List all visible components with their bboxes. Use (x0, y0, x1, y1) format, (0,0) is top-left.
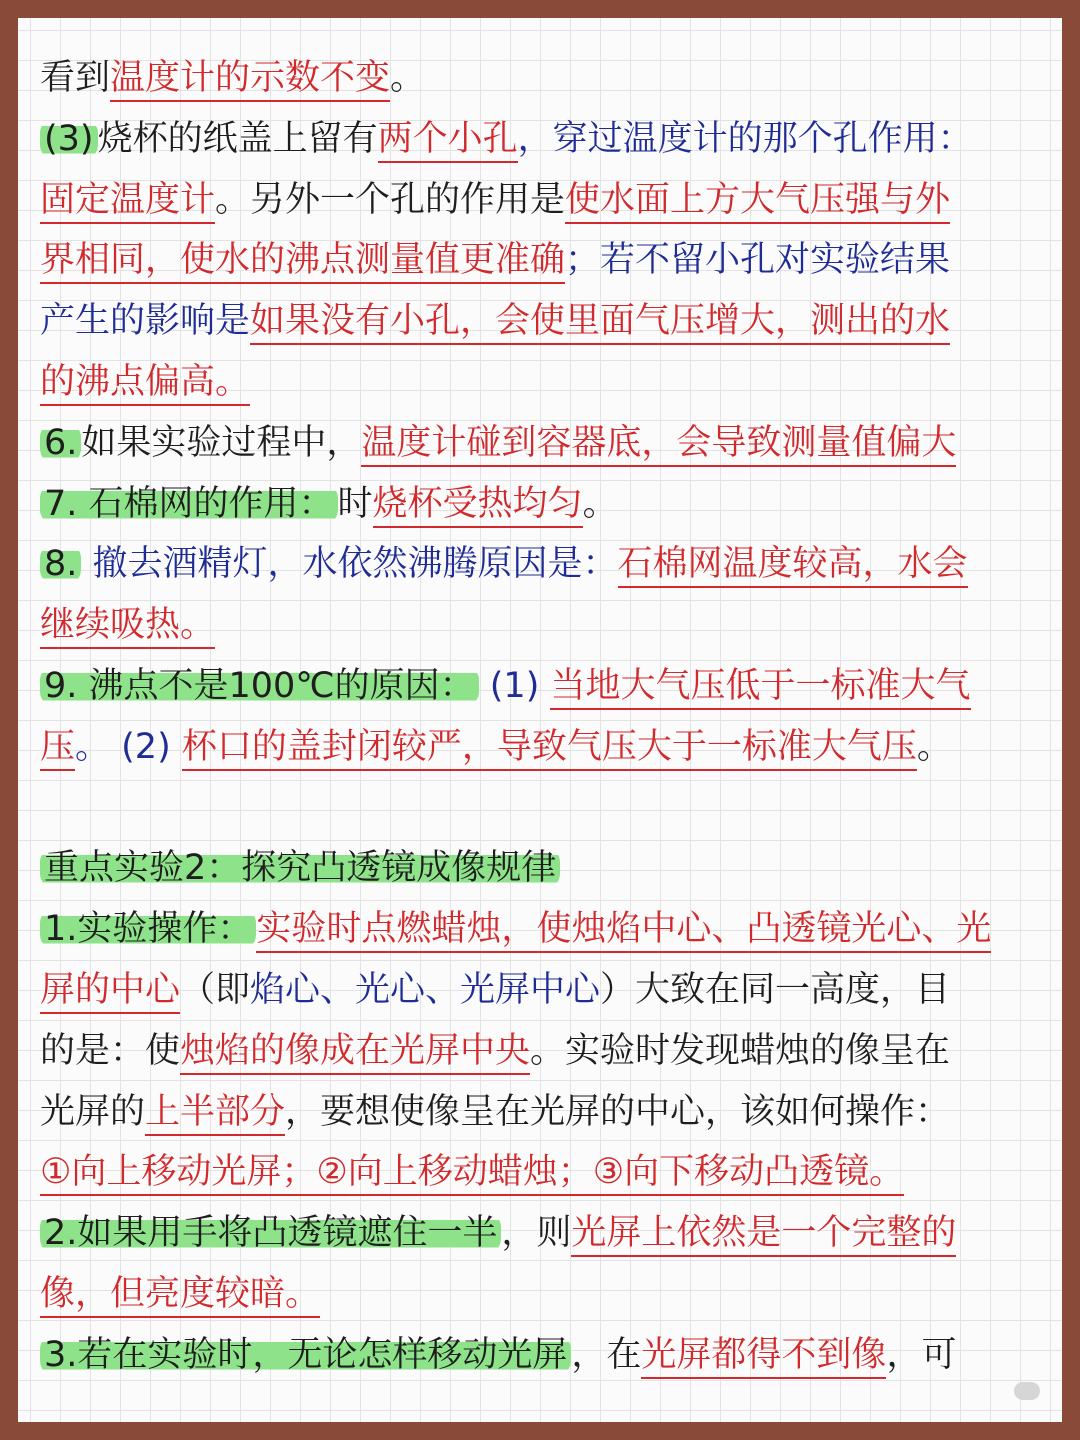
answer-text: 压 (40, 727, 75, 771)
note-text: ，要想使像呈在光屏的中心，该如何操作： (285, 1091, 951, 1132)
note-line (40, 474, 1040, 535)
highlighted-text: 7. 石棉网的作用： (40, 484, 338, 524)
note-line (40, 230, 1040, 291)
highlighted-text: 重点实验2：探究凸透镜成像规律 (40, 848, 560, 888)
highlighted-text: 3.若在实验时，无论怎样移动光屏 (40, 1335, 571, 1375)
note-line (40, 960, 1040, 1021)
note-line (40, 717, 1040, 778)
note-text: 。 (2) (75, 726, 182, 767)
answer-text: 当地大气压低于一标准大气 (550, 666, 970, 710)
note-text: 。 (390, 58, 426, 98)
note-line (40, 534, 1040, 595)
highlighted-text: 1.实验操作： (40, 909, 256, 949)
note-text: ，在 (571, 1334, 642, 1375)
note-text: (1) (478, 665, 551, 706)
note-text: 。 (916, 726, 952, 767)
notebook-page (18, 18, 1062, 1422)
note-text: ，可 (886, 1334, 957, 1375)
watermark-icon (1014, 1382, 1040, 1400)
answer-text: 继续吸热。 (40, 605, 215, 649)
note-text: 光屏的 (40, 1091, 146, 1132)
highlighted-text: 8. (40, 544, 81, 584)
answer-text: 如果没有小孔，会使里面气压增大，测出的水 (250, 301, 950, 345)
answer-text: 固定温度计 (40, 180, 215, 224)
note-line (40, 1264, 1040, 1325)
note-line (40, 1082, 1040, 1143)
highlighted-text: 2.如果用手将凸透镜遮住一半 (40, 1213, 501, 1253)
note-line (40, 291, 1040, 352)
note-line (40, 170, 1040, 231)
note-text: （即 (180, 969, 251, 1010)
answer-text: 光屏上依然是一个完整的 (571, 1213, 956, 1257)
note-text: 。另外一个孔的作用是 (215, 179, 566, 220)
answer-text: 屏的中心 (40, 970, 180, 1014)
note-text: 。实验时发现蜡烛的像呈在 (530, 1030, 951, 1071)
note-line (40, 48, 1040, 109)
note-text: ）大致在同一高度，目 (600, 969, 951, 1010)
note-line (40, 899, 1040, 960)
answer-text: 的沸点偏高。 (40, 362, 250, 406)
note-text: ，则 (501, 1213, 572, 1254)
notes-content (40, 48, 1040, 1386)
answer-text: ①向上移动光屏；②向上移动蜡烛；③向下移动凸透镜。 (40, 1152, 904, 1196)
answer-text: 石棉网温度较高，水会 (618, 544, 968, 588)
answer-text: 上半部分 (145, 1092, 285, 1136)
note-line (40, 1325, 1040, 1386)
highlighted-text: (3) (40, 119, 98, 159)
note-line (40, 838, 1040, 899)
note-line (40, 656, 1040, 717)
answer-text: 杯口的盖封闭较严，导致气压大于一标准大气压 (182, 727, 917, 771)
note-text: 焰心、光心、光屏中心 (250, 969, 601, 1010)
highlighted-text: 6. (40, 423, 81, 463)
note-line (40, 595, 1040, 656)
note-line (40, 109, 1040, 170)
note-line (40, 413, 1040, 474)
note-text: 看到 (40, 58, 111, 98)
note-line (40, 778, 1040, 839)
note-line (40, 1203, 1040, 1264)
answer-text: 界相同，使水的沸点测量值更准确 (40, 240, 565, 284)
note-line (40, 352, 1040, 413)
answer-text: 实验时点燃蜡烛，使烛焰中心、凸透镜光心、光 (256, 909, 991, 953)
answer-text: 光屏都得不到像 (641, 1335, 886, 1379)
note-line (40, 1142, 1040, 1203)
answer-text: 温度计的示数不变 (110, 58, 390, 102)
note-line (40, 1021, 1040, 1082)
note-text: ，穿过温度计的那个孔作用： (517, 118, 973, 159)
note-text: 烧杯的纸盖上留有 (97, 118, 378, 159)
note-text: ；若不留小孔对实验结果 (565, 240, 951, 281)
answer-text: 像，但亮度较暗。 (40, 1274, 320, 1318)
note-text: 如果实验过程中， (81, 422, 362, 463)
answer-text: 温度计碰到容器底，会导致测量值偏大 (361, 423, 956, 467)
note-text: 撤去酒精灯，水依然沸腾原因是： (81, 544, 618, 585)
highlighted-text: 9. 沸点不是100℃的原因： (40, 666, 479, 706)
note-text: 时 (337, 483, 373, 524)
note-text: 产生的影响是 (40, 301, 251, 342)
note-text: 的是：使 (40, 1030, 181, 1071)
answer-text: 使水面上方大气压强与外 (565, 180, 950, 224)
answer-text: 烧杯受热均匀 (373, 484, 583, 528)
answer-text: 烛焰的像成在光屏中央 (180, 1031, 530, 1075)
answer-text: 两个小孔 (378, 119, 518, 163)
note-text: 。 (582, 483, 618, 524)
